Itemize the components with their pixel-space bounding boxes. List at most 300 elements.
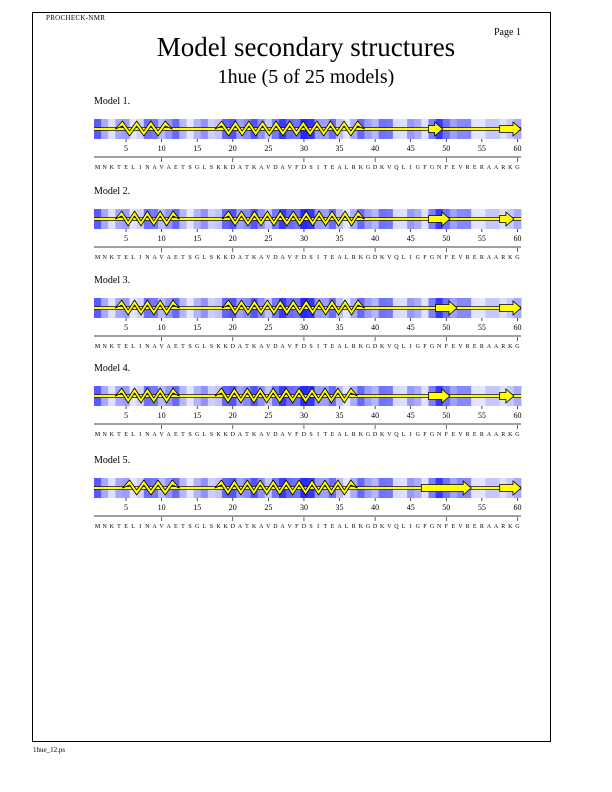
sequence-residue: S bbox=[209, 255, 214, 261]
tick-label: 40 bbox=[371, 234, 380, 243]
sequence-residue: A bbox=[259, 524, 264, 530]
sequence-residue: T bbox=[181, 165, 185, 171]
program-label: PROCHECK-NMR bbox=[46, 14, 106, 22]
sequence-residue: G bbox=[365, 524, 371, 530]
sequence-residue: I bbox=[409, 255, 412, 261]
sequence-residue: Q bbox=[394, 344, 399, 350]
sequence-residue: L bbox=[401, 255, 406, 261]
sequence-residue: G bbox=[515, 255, 520, 261]
sequence-residue: D bbox=[273, 344, 278, 350]
sequence-residue: E bbox=[174, 524, 178, 530]
sequence-residue: E bbox=[124, 165, 128, 171]
sequence-residue: E bbox=[451, 524, 456, 530]
sequence-residue: K bbox=[251, 255, 257, 261]
sequence-residue: A bbox=[486, 165, 492, 171]
tick-label: 50 bbox=[442, 144, 451, 153]
sequence-residue: D bbox=[230, 432, 235, 438]
sequence-residue: R bbox=[351, 344, 356, 350]
sequence-residue: E bbox=[472, 255, 477, 261]
sequence-residue: G bbox=[515, 344, 520, 350]
sequence-residue: V bbox=[266, 432, 271, 438]
sequence-residue: G bbox=[365, 344, 371, 350]
sequence-residue: N bbox=[436, 344, 442, 350]
sequence-residue: E bbox=[472, 432, 477, 438]
sequence-residue: S bbox=[188, 524, 192, 530]
sequence-residue: R bbox=[479, 432, 484, 438]
sequence-residue: N bbox=[436, 165, 442, 171]
sequence-residue: V bbox=[387, 255, 392, 261]
sequence-residue: E bbox=[330, 524, 335, 530]
sequence-residue: A bbox=[493, 165, 499, 171]
tick-label: 5 bbox=[124, 411, 129, 420]
sequence-residue: N bbox=[436, 432, 442, 438]
sequence-residue: G bbox=[365, 255, 371, 261]
sequence-residue: E bbox=[451, 344, 456, 350]
sequence-residue: V bbox=[387, 165, 392, 171]
sequence-residue: A bbox=[486, 255, 492, 261]
sequence-residue: R bbox=[479, 255, 484, 261]
sequence-residue: R bbox=[479, 344, 484, 350]
sequence-residue: E bbox=[451, 255, 456, 261]
sequence-residue: K bbox=[358, 344, 364, 350]
tick-label: 60 bbox=[513, 411, 522, 420]
sequence-residue: F bbox=[295, 432, 299, 438]
tick-label: 10 bbox=[157, 144, 166, 153]
sequence-residue: L bbox=[344, 344, 349, 350]
sequence-residue: V bbox=[159, 165, 164, 171]
sequence-residue: K bbox=[216, 165, 221, 171]
sequence-residue: K bbox=[508, 524, 513, 530]
tick-label: 20 bbox=[228, 144, 237, 153]
sequence-residue: V bbox=[287, 165, 292, 171]
tick-label: 45 bbox=[406, 234, 415, 243]
sequence-residue: M bbox=[94, 165, 101, 171]
sequence-residue: D bbox=[230, 255, 235, 261]
tick-label: 5 bbox=[124, 234, 129, 243]
sequence-residue: V bbox=[387, 344, 392, 350]
sequence-residue: E bbox=[472, 165, 477, 171]
tick-label: 55 bbox=[477, 234, 486, 243]
sequence-residue: T bbox=[323, 165, 328, 171]
sequence-residue: G bbox=[415, 432, 420, 438]
sequence-residue: K bbox=[508, 344, 513, 350]
sequence-residue: T bbox=[245, 432, 249, 438]
sequence-residue: I bbox=[139, 255, 142, 261]
sequence-residue: A bbox=[237, 432, 243, 438]
sequence-residue: L bbox=[401, 344, 406, 350]
sequence-residue: L bbox=[131, 344, 135, 350]
sequence-residue: G bbox=[515, 432, 520, 438]
tick-label: 25 bbox=[264, 323, 273, 332]
sequence-residue: K bbox=[251, 524, 257, 530]
sequence-residue: D bbox=[273, 432, 278, 438]
sequence-residue: D bbox=[230, 344, 235, 350]
model-panel-2 bbox=[0, 186, 612, 276]
sequence-residue: N bbox=[102, 344, 107, 350]
sequence-residue: G bbox=[429, 165, 435, 171]
sequence-residue: G bbox=[515, 524, 520, 530]
sequence-residue: V bbox=[458, 432, 463, 438]
sequence-residue: V bbox=[458, 255, 463, 261]
tick-label: 15 bbox=[193, 144, 202, 153]
sequence-residue: L bbox=[202, 165, 207, 171]
secondary-structure-strip bbox=[0, 275, 612, 355]
tick-label: 55 bbox=[477, 503, 486, 512]
sequence-residue: K bbox=[380, 165, 385, 171]
sequence-residue: G bbox=[429, 344, 435, 350]
sequence-residue: L bbox=[131, 432, 135, 438]
footer-filename: 1hue_12.ps bbox=[33, 746, 66, 754]
sequence-residue: I bbox=[317, 524, 320, 530]
sequence-residue: V bbox=[287, 432, 292, 438]
tick-label: 35 bbox=[335, 323, 344, 332]
sequence-residue: A bbox=[166, 524, 171, 530]
sequence-residue: R bbox=[501, 344, 506, 350]
sequence-residue: V bbox=[159, 344, 164, 350]
sequence-residue: A bbox=[493, 524, 499, 530]
sequence-residue: K bbox=[223, 165, 228, 171]
sequence-residue: I bbox=[409, 165, 412, 171]
sequence-residue: A bbox=[337, 432, 342, 438]
sequence-residue: A bbox=[493, 255, 499, 261]
sequence-residue: F bbox=[295, 165, 299, 171]
sequence-residue: A bbox=[493, 432, 499, 438]
sequence-residue: K bbox=[358, 524, 364, 530]
secondary-structure-strip bbox=[0, 455, 612, 535]
sequence-residue: K bbox=[223, 255, 228, 261]
tick-label: 55 bbox=[477, 144, 486, 153]
sequence-residue: I bbox=[409, 432, 412, 438]
sequence-residue: L bbox=[344, 432, 349, 438]
sequence-residue: G bbox=[195, 432, 200, 438]
sequence-residue: V bbox=[266, 255, 271, 261]
sequence-residue: A bbox=[486, 432, 492, 438]
sequence-residue: K bbox=[216, 524, 221, 530]
sequence-residue: M bbox=[94, 344, 101, 350]
sequence-residue: E bbox=[472, 344, 477, 350]
sequence-residue: A bbox=[152, 432, 157, 438]
sequence-residue: A bbox=[152, 255, 157, 261]
sequence-residue: T bbox=[181, 432, 185, 438]
sequence-residue: N bbox=[102, 432, 107, 438]
sequence-residue: R bbox=[501, 165, 506, 171]
sequence-residue: T bbox=[117, 432, 121, 438]
sequence-residue: K bbox=[109, 255, 114, 261]
sequence-residue: Q bbox=[394, 255, 399, 261]
sequence-residue: D bbox=[273, 255, 278, 261]
tick-label: 35 bbox=[335, 411, 344, 420]
sequence-residue: I bbox=[409, 344, 412, 350]
sequence-residue: F bbox=[444, 432, 448, 438]
sequence-residue: T bbox=[117, 165, 121, 171]
tick-label: 10 bbox=[157, 234, 166, 243]
sequence-residue: K bbox=[508, 432, 513, 438]
sequence-residue: S bbox=[309, 432, 313, 438]
sequence-residue: I bbox=[139, 432, 142, 438]
tick-label: 5 bbox=[124, 144, 129, 153]
sequence-residue: V bbox=[266, 524, 271, 530]
tick-label: 40 bbox=[371, 323, 380, 332]
tick-label: 30 bbox=[299, 144, 308, 153]
sequence-residue: K bbox=[508, 255, 513, 261]
sequence-residue: A bbox=[259, 432, 264, 438]
sequence-residue: L bbox=[401, 524, 406, 530]
sequence-residue: A bbox=[337, 255, 342, 261]
tick-label: 25 bbox=[264, 411, 273, 420]
sequence-residue: A bbox=[280, 255, 285, 261]
sequence-residue: L bbox=[344, 524, 349, 530]
tick-label: 30 bbox=[299, 323, 308, 332]
sequence-residue: M bbox=[94, 432, 101, 438]
sequence-residue: V bbox=[287, 344, 292, 350]
sequence-residue: A bbox=[337, 344, 342, 350]
sequence-residue: F bbox=[423, 344, 427, 350]
sequence-residue: T bbox=[181, 255, 185, 261]
tick-label: 5 bbox=[124, 323, 129, 332]
sequence-residue: F bbox=[423, 432, 427, 438]
sequence-residue: G bbox=[195, 165, 200, 171]
sequence-residue: D bbox=[301, 344, 307, 350]
page-subtitle: 1hue (5 of 25 models) bbox=[217, 66, 395, 88]
sequence-residue: L bbox=[344, 255, 349, 261]
tick-label: 20 bbox=[228, 234, 237, 243]
sequence-residue: K bbox=[251, 165, 257, 171]
sequence-residue: T bbox=[323, 432, 328, 438]
sequence-residue: K bbox=[223, 432, 228, 438]
sequence-residue: A bbox=[152, 344, 157, 350]
sequence-residue: L bbox=[202, 255, 207, 261]
sequence-residue: A bbox=[237, 344, 243, 350]
tick-label: 60 bbox=[513, 323, 522, 332]
sequence-residue: V bbox=[287, 524, 292, 530]
sequence-residue: N bbox=[145, 255, 150, 261]
sequence-residue: A bbox=[337, 165, 342, 171]
tick-label: 20 bbox=[228, 323, 237, 332]
sequence-residue: A bbox=[237, 255, 243, 261]
tick-label: 45 bbox=[406, 323, 415, 332]
sequence-residue: K bbox=[251, 344, 257, 350]
sequence-residue: T bbox=[323, 524, 328, 530]
tick-label: 50 bbox=[442, 323, 451, 332]
sequence-residue: S bbox=[309, 255, 313, 261]
sequence-residue: N bbox=[102, 165, 107, 171]
sequence-residue: G bbox=[415, 344, 420, 350]
sequence-residue: F bbox=[295, 524, 299, 530]
sequence-residue: G bbox=[195, 344, 200, 350]
model-label: Model 1. bbox=[94, 96, 131, 107]
model-label: Model 3. bbox=[94, 275, 131, 286]
sequence-residue: G bbox=[429, 255, 435, 261]
sequence-residue: D bbox=[273, 165, 278, 171]
tick-label: 10 bbox=[157, 411, 166, 420]
tick-label: 35 bbox=[335, 144, 344, 153]
tick-label: 45 bbox=[406, 503, 415, 512]
sequence-residue: S bbox=[309, 344, 313, 350]
sequence-residue: F bbox=[423, 255, 427, 261]
sequence-residue: D bbox=[301, 165, 307, 171]
sequence-residue: T bbox=[245, 524, 249, 530]
sequence-residue: L bbox=[401, 432, 406, 438]
sequence-residue: K bbox=[109, 165, 114, 171]
sequence-residue: T bbox=[117, 344, 121, 350]
sequence-residue: K bbox=[380, 255, 385, 261]
sequence-residue: E bbox=[330, 344, 335, 350]
sequence-residue: L bbox=[401, 165, 406, 171]
sequence-residue: D bbox=[372, 255, 378, 261]
sequence-residue: I bbox=[317, 432, 320, 438]
sequence-residue: R bbox=[351, 255, 356, 261]
sequence-residue: A bbox=[259, 344, 264, 350]
sequence-residue: L bbox=[202, 432, 207, 438]
tick-label: 10 bbox=[157, 323, 166, 332]
sequence-residue: A bbox=[280, 524, 285, 530]
sequence-residue: E bbox=[451, 432, 456, 438]
sequence-residue: R bbox=[501, 432, 506, 438]
sequence-residue: V bbox=[159, 432, 164, 438]
sequence-residue: S bbox=[209, 344, 214, 350]
tick-label: 45 bbox=[406, 411, 415, 420]
sequence-residue: K bbox=[216, 432, 221, 438]
sequence-residue: R bbox=[501, 524, 506, 530]
sequence-residue: R bbox=[479, 165, 484, 171]
sequence-residue: S bbox=[309, 524, 313, 530]
sequence-residue: E bbox=[124, 524, 128, 530]
model-panel-1 bbox=[0, 96, 612, 186]
sequence-residue: R bbox=[465, 432, 470, 438]
sequence-residue: K bbox=[223, 344, 228, 350]
sequence-residue: A bbox=[152, 524, 157, 530]
page-number: Page 1 bbox=[494, 27, 521, 38]
sequence-residue: E bbox=[174, 344, 178, 350]
sequence-residue: S bbox=[188, 432, 192, 438]
sequence-residue: R bbox=[501, 255, 506, 261]
sequence-residue: G bbox=[195, 255, 200, 261]
sequence-residue: F bbox=[444, 344, 448, 350]
tick-label: 40 bbox=[371, 503, 380, 512]
sequence-residue: A bbox=[280, 165, 285, 171]
tick-label: 15 bbox=[193, 234, 202, 243]
sequence-residue: D bbox=[230, 165, 235, 171]
sequence-residue: V bbox=[458, 524, 463, 530]
model-panel-4 bbox=[0, 363, 612, 453]
sequence-residue: E bbox=[451, 165, 456, 171]
sequence-residue: N bbox=[102, 255, 107, 261]
sequence-residue: M bbox=[94, 524, 101, 530]
sequence-residue: D bbox=[301, 524, 307, 530]
sequence-residue: A bbox=[166, 255, 171, 261]
tick-label: 60 bbox=[513, 144, 522, 153]
sequence-residue: K bbox=[358, 165, 364, 171]
sequence-residue: R bbox=[465, 165, 470, 171]
tick-label: 60 bbox=[513, 503, 522, 512]
sequence-residue: N bbox=[145, 524, 150, 530]
sequence-residue: F bbox=[444, 165, 448, 171]
tick-label: 45 bbox=[406, 144, 415, 153]
model-panel-5 bbox=[0, 455, 612, 545]
sequence-residue: K bbox=[380, 344, 385, 350]
sequence-residue: D bbox=[230, 524, 235, 530]
sequence-residue: K bbox=[109, 524, 114, 530]
sequence-residue: G bbox=[365, 432, 371, 438]
sequence-residue: A bbox=[166, 344, 171, 350]
sequence-residue: V bbox=[159, 255, 164, 261]
sequence-residue: T bbox=[181, 344, 185, 350]
sequence-residue: G bbox=[365, 165, 371, 171]
sequence-residue: E bbox=[124, 432, 128, 438]
tick-label: 20 bbox=[228, 411, 237, 420]
sequence-residue: S bbox=[209, 432, 214, 438]
sequence-residue: K bbox=[223, 524, 228, 530]
model-label: Model 4. bbox=[94, 363, 131, 374]
sequence-residue: A bbox=[486, 524, 492, 530]
tick-label: 30 bbox=[299, 411, 308, 420]
sequence-residue: S bbox=[188, 255, 192, 261]
sequence-residue: T bbox=[245, 165, 249, 171]
sequence-residue: V bbox=[266, 165, 271, 171]
tick-label: 5 bbox=[124, 503, 129, 512]
sequence-residue: S bbox=[188, 165, 192, 171]
sequence-residue: R bbox=[479, 524, 484, 530]
sequence-residue: K bbox=[251, 432, 257, 438]
sequence-residue: A bbox=[259, 255, 264, 261]
sequence-residue: K bbox=[380, 432, 385, 438]
sequence-residue: N bbox=[145, 165, 150, 171]
sequence-residue: G bbox=[429, 432, 435, 438]
model-panel-3 bbox=[0, 275, 612, 365]
sequence-residue: I bbox=[317, 255, 320, 261]
sequence-residue: T bbox=[117, 255, 121, 261]
tick-label: 50 bbox=[442, 411, 451, 420]
sequence-residue: A bbox=[337, 524, 342, 530]
page-title: Model secondary structures bbox=[156, 32, 456, 62]
tick-label: 15 bbox=[193, 411, 202, 420]
sequence-residue: S bbox=[209, 165, 214, 171]
sequence-residue: V bbox=[159, 524, 164, 530]
sequence-residue: I bbox=[139, 524, 142, 530]
sequence-residue: G bbox=[415, 165, 420, 171]
sequence-residue: K bbox=[216, 255, 221, 261]
sequence-residue: D bbox=[301, 255, 307, 261]
sequence-residue: S bbox=[209, 524, 214, 530]
tick-label: 15 bbox=[193, 503, 202, 512]
sequence-residue: E bbox=[124, 344, 128, 350]
sequence-residue: G bbox=[195, 524, 200, 530]
sequence-residue: V bbox=[387, 432, 392, 438]
sequence-residue: N bbox=[102, 524, 107, 530]
sequence-residue: R bbox=[465, 344, 470, 350]
sequence-residue: T bbox=[117, 524, 121, 530]
sequence-residue: F bbox=[295, 344, 299, 350]
sequence-residue: I bbox=[139, 165, 142, 171]
sequence-residue: K bbox=[508, 165, 513, 171]
model-label: Model 2. bbox=[94, 186, 131, 197]
model-label: Model 5. bbox=[94, 455, 131, 466]
tick-label: 50 bbox=[442, 234, 451, 243]
sequence-residue: Q bbox=[394, 524, 399, 530]
sequence-residue: L bbox=[202, 524, 207, 530]
tick-label: 50 bbox=[442, 503, 451, 512]
sequence-residue: R bbox=[351, 432, 356, 438]
sequence-residue: T bbox=[245, 344, 249, 350]
tick-label: 60 bbox=[513, 234, 522, 243]
sequence-residue: E bbox=[472, 524, 477, 530]
sequence-residue: K bbox=[109, 344, 114, 350]
sequence-residue: Q bbox=[394, 165, 399, 171]
sequence-residue: T bbox=[323, 344, 328, 350]
sequence-residue: E bbox=[330, 255, 335, 261]
tick-label: 25 bbox=[264, 234, 273, 243]
sequence-residue: A bbox=[166, 165, 171, 171]
